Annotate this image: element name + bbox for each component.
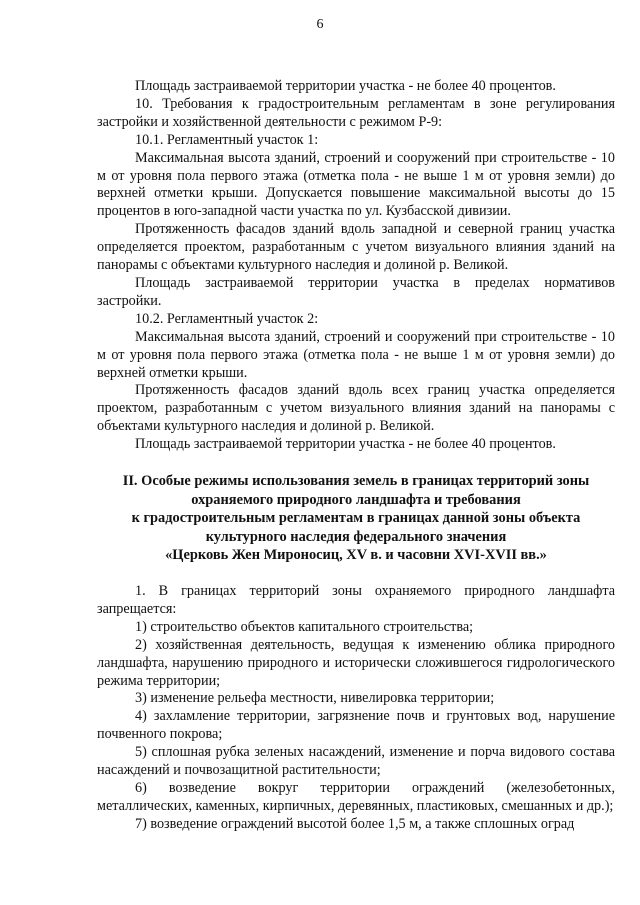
paragraph: Максимальная высота зданий, строений и сооружений при строительстве - 10 м от уровня пола первого этажа (отметка пола - не выше 1 м от уровня земли) до верхней отметки крыши. [97, 328, 615, 381]
list-item: 2) хозяйственная деятельность, ведущая к изменению облика природного ландшафта, нарушению природного и исторически сложившегося гидрологического режима территории; [97, 636, 615, 689]
paragraph: 10.2. Регламентный участок 2: [135, 310, 319, 327]
heading-line: охраняемого природного ландшафта и требования [191, 491, 521, 508]
list-item: 7) возведение ограждений высотой более 1,5 м, а также сплошных оград [135, 815, 575, 832]
heading-line: II. Особые режимы использования земель в границах территорий зоны [122, 473, 590, 490]
paragraph: Площадь застраиваемой территории участка - не более 40 процентов. [135, 78, 556, 94]
paragraph: Площадь застраиваемой территории участка в пределах нормативов застройки. [97, 274, 615, 309]
page-number: 6 [316, 17, 324, 32]
list-item: 3) изменение рельефа местности, нивелировка территории; [135, 690, 495, 707]
paragraph: 10.1. Регламентный участок 1: [135, 131, 319, 148]
section-heading [97, 472, 615, 565]
paragraph: 10. Требования к градостроительным регламентам в зоне регулирования застройки и хозяйственной деятельности с режимом Р-9: [97, 95, 615, 130]
paragraph: 1. В границах территорий зоны охраняемого природного ландшафта запрещается: [97, 583, 615, 617]
list-item: 4) захламление территории, загрязнение почв и грунтовых вод, нарушение почвенного покрова; [97, 708, 615, 743]
paragraph: Протяженность фасадов зданий вдоль западной и северной границ участка определяется проектом, разработанным с учетом визуального влияния зданий на панорамы с объектами культурного наследия и долиной р. Великой. [97, 221, 615, 274]
heading-line: культурного наследия федерального значения [205, 528, 507, 545]
heading-line: к градостроительным регламентам в границах данной зоны объекта [131, 510, 581, 527]
spacer [97, 565, 615, 583]
paragraph: Протяженность фасадов зданий вдоль всех границ участка определяется проектом, разработанным с учетом визуального влияния зданий на панорамы с объектами культурного наследия и долиной р. Великой. [97, 382, 615, 435]
paragraph: Площадь застраиваемой территории участка - не более 40 процентов. [135, 436, 556, 453]
heading-line: «Церковь Жен Мироносиц, XV в. и часовни XVI-XVII вв.» [165, 547, 547, 564]
spacer [97, 454, 615, 472]
list-item: 6) возведение вокруг территории ограждений (железобетонных, металлических, каменных, кирпичных, деревянных, пластиковых, смешанных и др.); [97, 779, 615, 814]
list-item: 5) сплошная рубка зеленых насаждений, изменение и порча видового состава насаждений и почвозащитной растительности; [97, 744, 615, 779]
list-item: 1) строительство объектов капитального строительства; [135, 618, 474, 635]
paragraph: Максимальная высота зданий, строений и сооружений при строительстве - 10 м от уровня пола первого этажа (отметка пола - не выше 1 м от уровня земли) до верхней отметки крыши. Допускается повышение максимальной высоты до 15 процентов в юго-западной части участка по ул. Кузбасской дивизии. [97, 149, 615, 220]
document-body [97, 78, 615, 834]
